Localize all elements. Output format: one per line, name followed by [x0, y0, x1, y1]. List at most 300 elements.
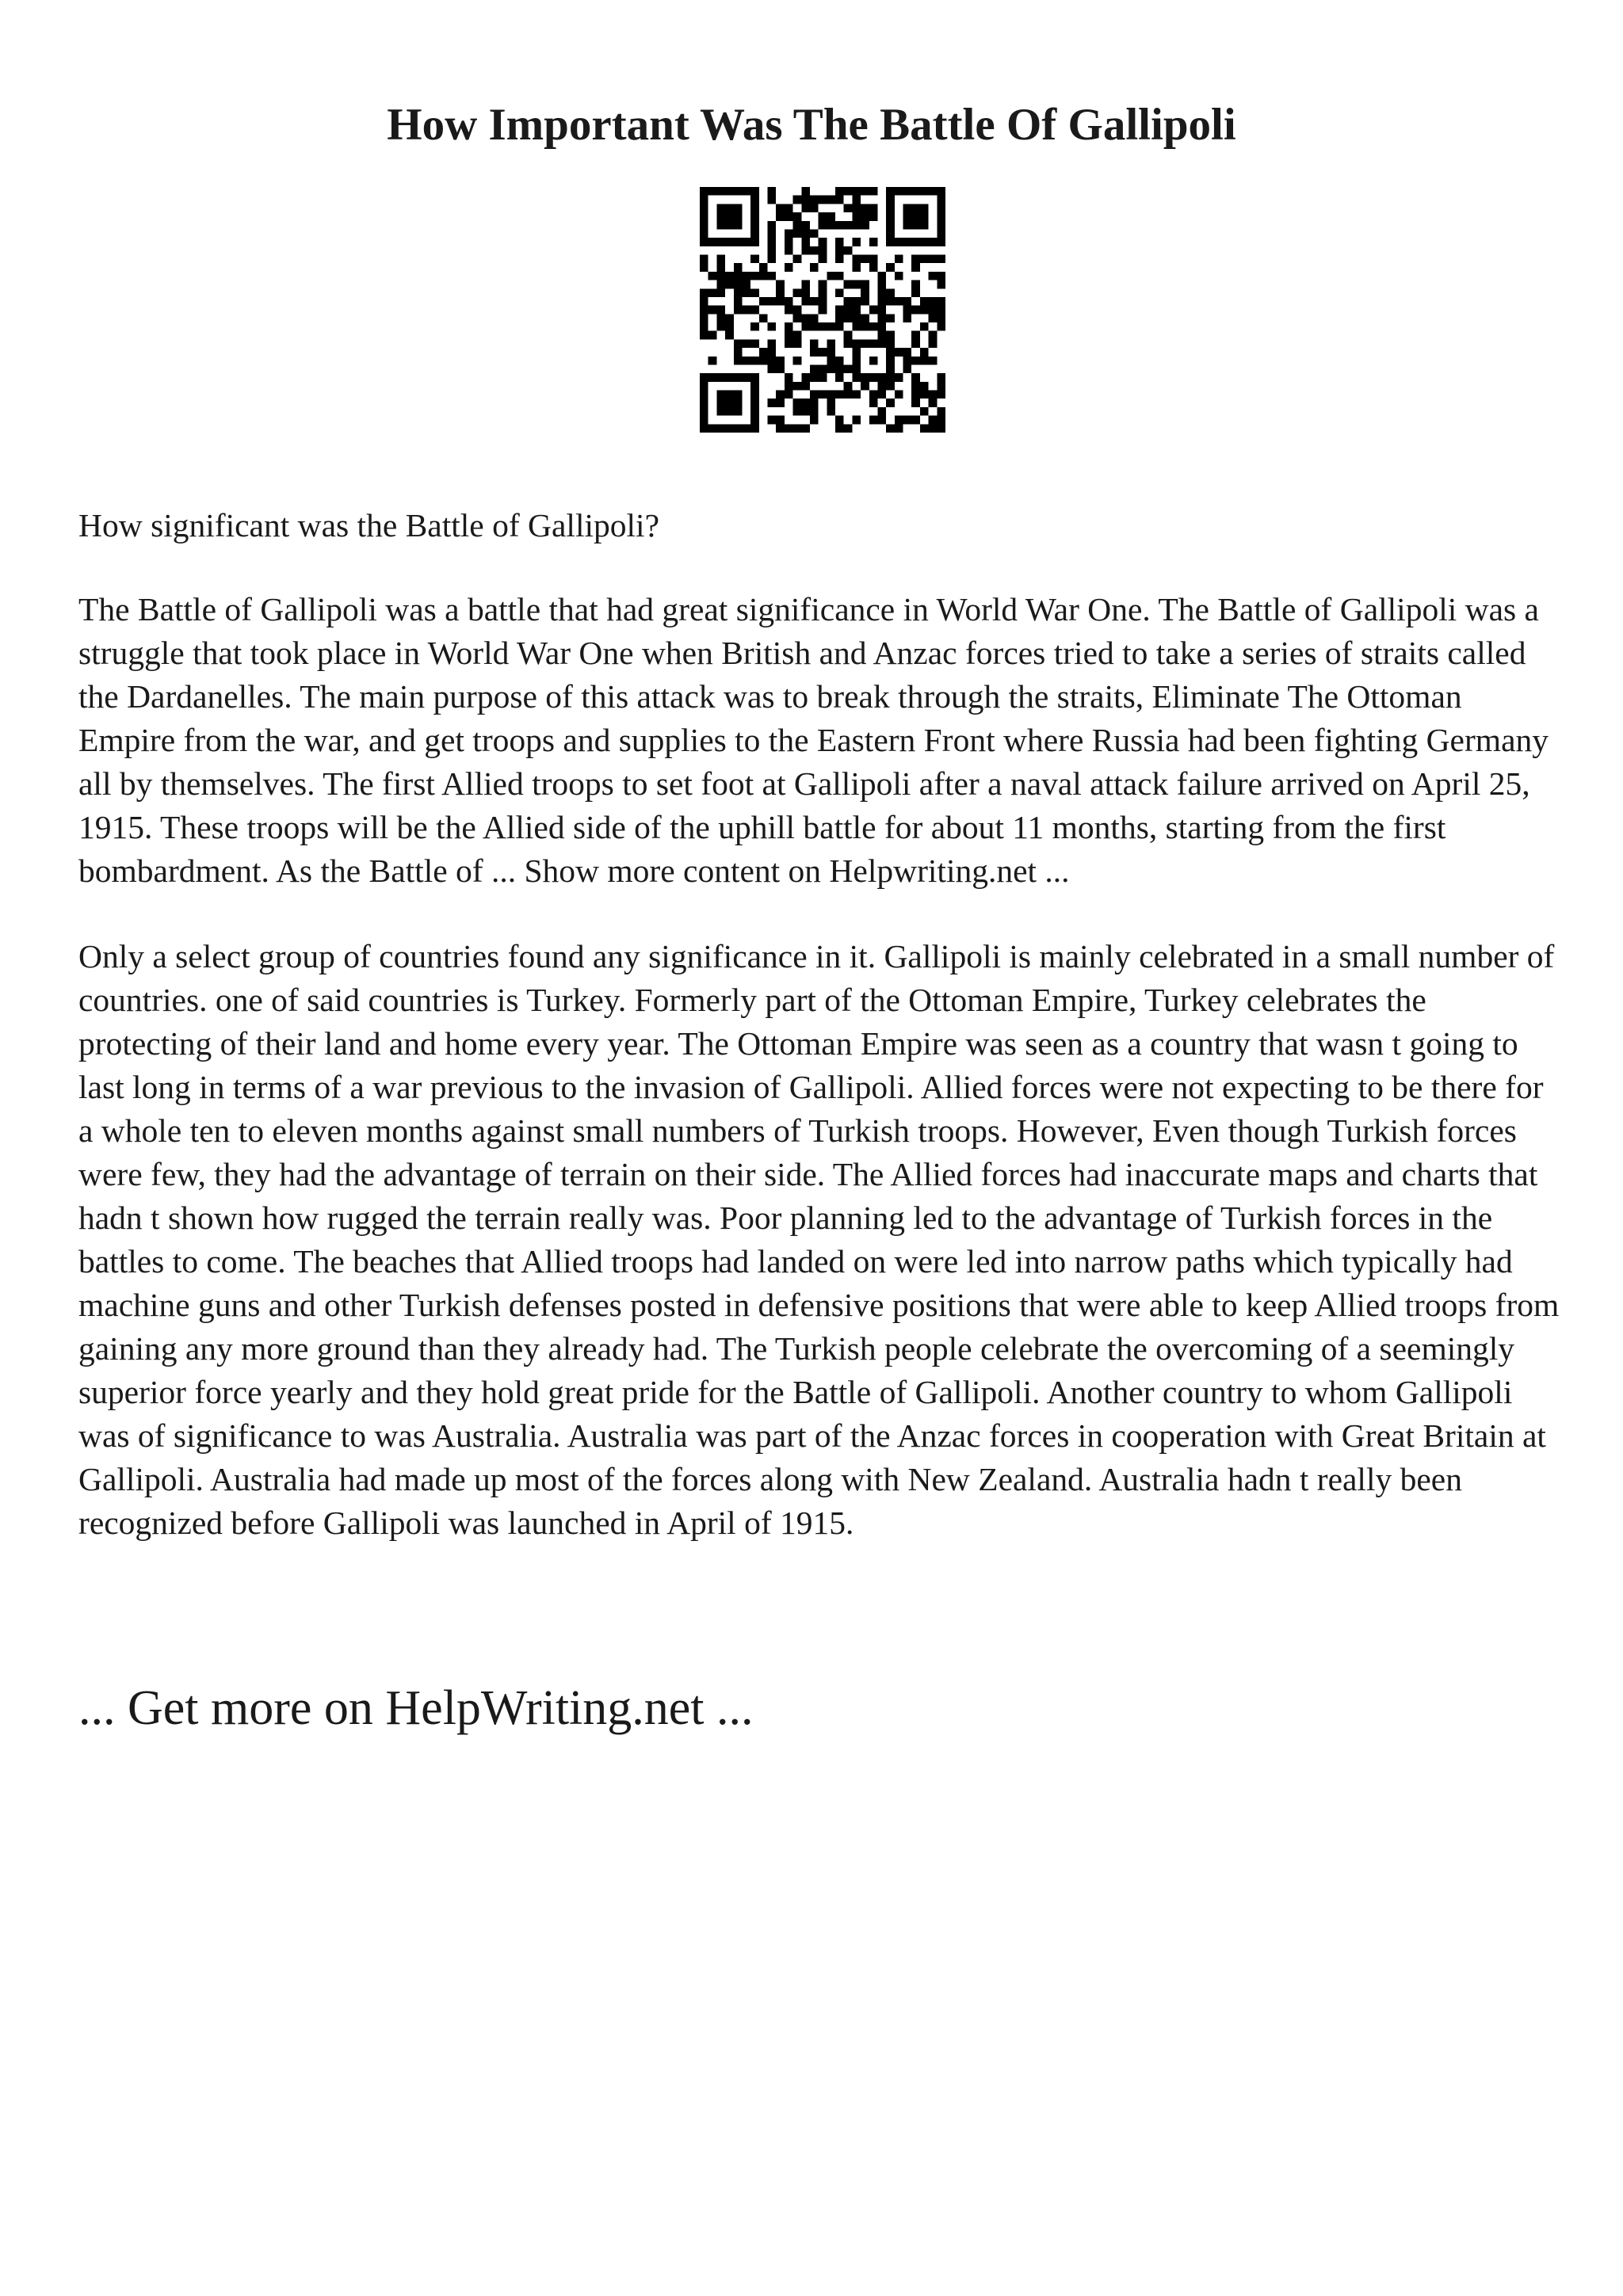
qr-module — [801, 196, 810, 204]
qr-module — [920, 382, 929, 391]
qr-module — [937, 407, 945, 416]
qr-module — [750, 196, 759, 204]
qr-module — [937, 373, 945, 382]
qr-module — [785, 212, 793, 221]
qr-module — [920, 238, 929, 246]
qr-module — [716, 391, 725, 399]
qr-module — [835, 314, 844, 322]
qr-module — [810, 364, 819, 373]
qr-module — [835, 364, 844, 373]
qr-module — [725, 331, 734, 340]
qr-module — [793, 255, 802, 264]
qr-module — [835, 424, 844, 433]
qr-module — [801, 297, 810, 306]
qr-module — [929, 255, 938, 264]
qr-module — [810, 407, 819, 416]
qr-module — [877, 280, 886, 289]
qr-module — [929, 238, 938, 246]
qr-module — [725, 212, 734, 221]
qr-module — [700, 314, 708, 322]
qr-module — [768, 364, 777, 373]
qr-module — [700, 255, 708, 264]
qr-module — [937, 221, 945, 230]
qr-module — [785, 382, 793, 391]
qr-module — [768, 339, 777, 348]
qr-module — [700, 424, 708, 433]
qr-module — [869, 322, 878, 331]
qr-module — [844, 339, 853, 348]
qr-module — [742, 238, 750, 246]
qr-module — [810, 348, 819, 357]
qr-module — [734, 204, 743, 212]
qr-module — [861, 221, 869, 230]
qr-module — [725, 399, 734, 407]
qr-module — [768, 221, 777, 230]
qr-module — [877, 314, 886, 322]
qr-module — [801, 187, 810, 196]
qr-module — [759, 263, 768, 272]
qr-module — [911, 399, 920, 407]
qr-module — [716, 306, 725, 315]
qr-module — [725, 221, 734, 230]
qr-module — [819, 391, 827, 399]
qr-module — [759, 297, 768, 306]
qr-module — [768, 348, 777, 357]
qr-module — [708, 306, 717, 315]
qr-module — [844, 297, 853, 306]
qr-module — [776, 288, 785, 297]
qr-module — [776, 416, 785, 425]
qr-module — [793, 306, 802, 315]
qr-module — [929, 424, 938, 433]
qr-module — [835, 272, 844, 280]
qr-module — [801, 382, 810, 391]
qr-module — [734, 424, 743, 433]
qr-module — [869, 391, 878, 399]
qr-module — [700, 221, 708, 230]
qr-module — [750, 187, 759, 196]
qr-module — [861, 212, 869, 221]
qr-module — [835, 416, 844, 425]
qr-module — [708, 272, 717, 280]
qr-module — [895, 348, 903, 357]
qr-module — [801, 424, 810, 433]
qr-module — [716, 255, 725, 264]
qr-module — [768, 255, 777, 264]
qr-module — [920, 204, 929, 212]
qr-module — [844, 204, 853, 212]
qr-module — [929, 399, 938, 407]
qr-module — [852, 357, 861, 365]
qr-module — [734, 399, 743, 407]
qr-module — [911, 306, 920, 315]
qr-module — [793, 314, 802, 322]
qr-module — [852, 416, 861, 425]
qr-module — [937, 306, 945, 315]
qr-module — [869, 306, 878, 315]
qr-module — [861, 255, 869, 264]
qr-module — [810, 297, 819, 306]
qr-module — [734, 348, 743, 357]
qr-module — [716, 221, 725, 230]
qr-module — [750, 212, 759, 221]
qr-module — [844, 314, 853, 322]
qr-module — [819, 288, 827, 297]
qr-module — [810, 373, 819, 382]
qr-module — [937, 297, 945, 306]
qr-module — [835, 246, 844, 255]
qr-module — [852, 212, 861, 221]
qr-module — [801, 280, 810, 289]
qr-module — [700, 416, 708, 425]
qr-module — [785, 391, 793, 399]
qr-module — [903, 204, 912, 212]
qr-module — [877, 331, 886, 340]
qr-module — [819, 364, 827, 373]
qr-module — [929, 331, 938, 340]
qr-module — [716, 204, 725, 212]
qr-module — [835, 238, 844, 246]
qr-module — [716, 187, 725, 196]
qr-module — [759, 314, 768, 322]
qr-module — [750, 424, 759, 433]
qr-module — [768, 246, 777, 255]
qr-module — [877, 322, 886, 331]
qr-module — [801, 407, 810, 416]
qr-module — [911, 339, 920, 348]
qr-module — [819, 322, 827, 331]
qr-module — [911, 331, 920, 340]
qr-module — [886, 357, 895, 365]
qr-module — [725, 424, 734, 433]
qr-module — [886, 399, 895, 407]
qr-module — [869, 357, 878, 365]
qr-module — [750, 373, 759, 382]
qr-module — [844, 331, 853, 340]
qr-module — [929, 187, 938, 196]
qr-module — [716, 263, 725, 272]
qr-module — [920, 424, 929, 433]
qr-module — [877, 288, 886, 297]
qr-module — [768, 196, 777, 204]
qr-module — [937, 255, 945, 264]
qr-module — [810, 322, 819, 331]
qr-module — [929, 297, 938, 306]
qr-module — [852, 238, 861, 246]
qr-module — [742, 339, 750, 348]
qr-module — [852, 339, 861, 348]
qr-module — [852, 297, 861, 306]
qr-module — [801, 238, 810, 246]
qr-module — [827, 364, 835, 373]
qr-module — [886, 364, 895, 373]
qr-module — [929, 416, 938, 425]
qr-module — [861, 297, 869, 306]
qr-module — [700, 196, 708, 204]
qr-module — [801, 221, 810, 230]
qr-module — [937, 280, 945, 289]
qr-module — [708, 187, 717, 196]
qr-module — [759, 357, 768, 365]
qr-module — [903, 357, 912, 365]
qr-module — [716, 272, 725, 280]
essay-question: How significant was the Battle of Gallipoli? — [78, 507, 659, 543]
qr-module — [937, 204, 945, 212]
qr-module — [920, 221, 929, 230]
qr-module — [929, 357, 938, 365]
qr-module — [776, 212, 785, 221]
qr-module — [861, 204, 869, 212]
qr-code-graphic — [700, 187, 945, 433]
qr-module — [920, 322, 929, 331]
qr-module — [700, 399, 708, 407]
qr-module — [852, 196, 861, 204]
qr-module — [861, 187, 869, 196]
qr-module — [920, 407, 929, 416]
qr-module — [750, 391, 759, 399]
qr-module — [734, 407, 743, 416]
qr-module — [819, 196, 827, 204]
qr-module — [895, 272, 903, 280]
qr-module — [768, 238, 777, 246]
qr-module — [776, 280, 785, 289]
qr-module — [768, 399, 777, 407]
qr-module — [716, 424, 725, 433]
qr-module — [937, 238, 945, 246]
qr-module — [920, 255, 929, 264]
qr-module — [768, 229, 777, 238]
qr-module — [725, 204, 734, 212]
qr-module — [776, 204, 785, 212]
qr-module — [785, 238, 793, 246]
qr-module — [793, 407, 802, 416]
qr-module — [844, 221, 853, 230]
qr-module — [793, 339, 802, 348]
qr-module — [725, 238, 734, 246]
qr-module — [929, 272, 938, 280]
qr-module — [827, 399, 835, 407]
qr-module — [903, 364, 912, 373]
qr-module — [700, 382, 708, 391]
qr-module — [819, 221, 827, 230]
qr-module — [785, 322, 793, 331]
qr-module — [911, 280, 920, 289]
qr-module — [819, 212, 827, 221]
qr-module — [877, 407, 886, 416]
qr-module — [793, 399, 802, 407]
qr-module — [700, 391, 708, 399]
qr-module — [869, 204, 878, 212]
qr-module — [920, 306, 929, 315]
qr-module — [734, 272, 743, 280]
qr-module — [877, 382, 886, 391]
qr-module — [835, 255, 844, 264]
qr-module — [920, 348, 929, 357]
qr-module — [700, 187, 708, 196]
qr-module — [819, 246, 827, 255]
qr-module — [708, 238, 717, 246]
qr-module — [734, 212, 743, 221]
qr-module — [869, 263, 878, 272]
qr-code-icon[interactable] — [700, 187, 945, 433]
qr-module — [708, 288, 717, 297]
qr-module — [861, 382, 869, 391]
qr-module — [877, 416, 886, 425]
qr-module — [734, 297, 743, 306]
qr-module — [776, 357, 785, 365]
qr-module — [785, 331, 793, 340]
qr-module — [725, 322, 734, 331]
qr-module — [750, 416, 759, 425]
qr-module — [819, 255, 827, 264]
qr-module — [793, 357, 802, 365]
qr-module — [785, 204, 793, 212]
qr-module — [937, 424, 945, 433]
qr-module — [844, 187, 853, 196]
qr-module — [716, 314, 725, 322]
qr-module — [835, 221, 844, 230]
qr-module — [852, 373, 861, 382]
qr-module — [877, 339, 886, 348]
qr-module — [869, 212, 878, 221]
qr-module — [810, 204, 819, 212]
qr-module — [911, 391, 920, 399]
qr-module — [877, 373, 886, 382]
qr-module — [785, 306, 793, 315]
qr-module — [734, 306, 743, 315]
qr-module — [810, 416, 819, 425]
qr-module — [937, 212, 945, 221]
qr-module — [886, 229, 895, 238]
qr-module — [725, 391, 734, 399]
qr-module — [886, 263, 895, 272]
qr-module — [742, 357, 750, 365]
qr-module — [877, 297, 886, 306]
qr-module — [810, 399, 819, 407]
qr-module — [700, 306, 708, 315]
qr-module — [785, 229, 793, 238]
qr-module — [886, 382, 895, 391]
qr-module — [810, 314, 819, 322]
qr-module — [835, 306, 844, 315]
qr-module — [819, 373, 827, 382]
qr-module — [920, 212, 929, 221]
qr-module — [911, 238, 920, 246]
qr-module — [844, 306, 853, 315]
qr-module — [725, 314, 734, 322]
qr-module — [801, 229, 810, 238]
document-title: How Important Was The Battle Of Gallipoli — [387, 100, 1236, 150]
qr-module — [700, 407, 708, 416]
qr-module — [708, 424, 717, 433]
qr-module — [819, 280, 827, 289]
qr-module — [742, 373, 750, 382]
qr-module — [886, 212, 895, 221]
qr-module — [911, 255, 920, 264]
qr-module — [700, 212, 708, 221]
qr-module — [895, 373, 903, 382]
qr-module — [750, 339, 759, 348]
qr-module — [716, 407, 725, 416]
qr-module — [759, 348, 768, 357]
qr-module — [801, 314, 810, 322]
qr-module — [716, 212, 725, 221]
qr-module — [920, 391, 929, 399]
qr-module — [768, 297, 777, 306]
qr-module — [911, 221, 920, 230]
qr-module — [844, 391, 853, 399]
qr-module — [716, 322, 725, 331]
qr-module — [929, 314, 938, 322]
qr-module — [903, 221, 912, 230]
qr-module — [869, 399, 878, 407]
qr-module — [886, 297, 895, 306]
qr-module — [734, 263, 743, 272]
qr-module — [827, 407, 835, 416]
qr-module — [768, 322, 777, 331]
qr-module — [785, 424, 793, 433]
qr-module — [801, 322, 810, 331]
qr-module — [725, 187, 734, 196]
qr-module — [903, 314, 912, 322]
qr-module — [750, 407, 759, 416]
qr-module — [886, 204, 895, 212]
qr-module — [903, 187, 912, 196]
qr-module — [835, 288, 844, 297]
qr-module — [785, 297, 793, 306]
qr-module — [827, 391, 835, 399]
qr-module — [768, 357, 777, 365]
qr-module — [793, 212, 802, 221]
qr-module — [759, 272, 768, 280]
qr-module — [895, 297, 903, 306]
qr-module — [852, 322, 861, 331]
qr-module — [886, 238, 895, 246]
qr-module — [852, 306, 861, 315]
qr-module — [911, 357, 920, 365]
get-more-link[interactable]: ... Get more on HelpWriting.net ... — [78, 1681, 754, 1735]
qr-module — [750, 238, 759, 246]
qr-module — [785, 339, 793, 348]
qr-module — [785, 263, 793, 272]
qr-module — [819, 238, 827, 246]
qr-module — [776, 424, 785, 433]
qr-module — [801, 204, 810, 212]
qr-module — [895, 187, 903, 196]
qr-module — [869, 238, 878, 246]
qr-module — [700, 229, 708, 238]
essay-paragraph-1: The Battle of Gallipoli was a battle that had great significance in World War One. The Battle of Gallipoli was a struggle that took place in World War One when British and Anzac forces tried to take a series of straits called the Dardanelles. The main purpose of this attack was to break through the straits, Eliminate The Ottoman Empire from the war, and get troops and supplies to the Eastern Front where Russia had been fighting Germany all by themselves. The first Allied troops to set foot at Gallipoli after a naval attack failure arrived on April 25, 1915. These troops will be the Allied side of the uphill battle for about 11 months, starting from the first bombardment. As the Battle of ... Show more content on Helpwriting.net ... — [78, 591, 1549, 889]
qr-module — [835, 391, 844, 399]
qr-module — [700, 204, 708, 212]
qr-module — [734, 373, 743, 382]
qr-module — [700, 322, 708, 331]
qr-module — [911, 187, 920, 196]
qr-module — [827, 348, 835, 357]
qr-module — [920, 297, 929, 306]
qr-module — [929, 306, 938, 315]
qr-module — [937, 272, 945, 280]
qr-module — [869, 187, 878, 196]
qr-module — [734, 391, 743, 399]
qr-module — [835, 196, 844, 204]
qr-module — [742, 280, 750, 289]
qr-module — [852, 221, 861, 230]
qr-module — [895, 255, 903, 264]
qr-module — [768, 416, 777, 425]
qr-module — [742, 424, 750, 433]
qr-module — [861, 280, 869, 289]
